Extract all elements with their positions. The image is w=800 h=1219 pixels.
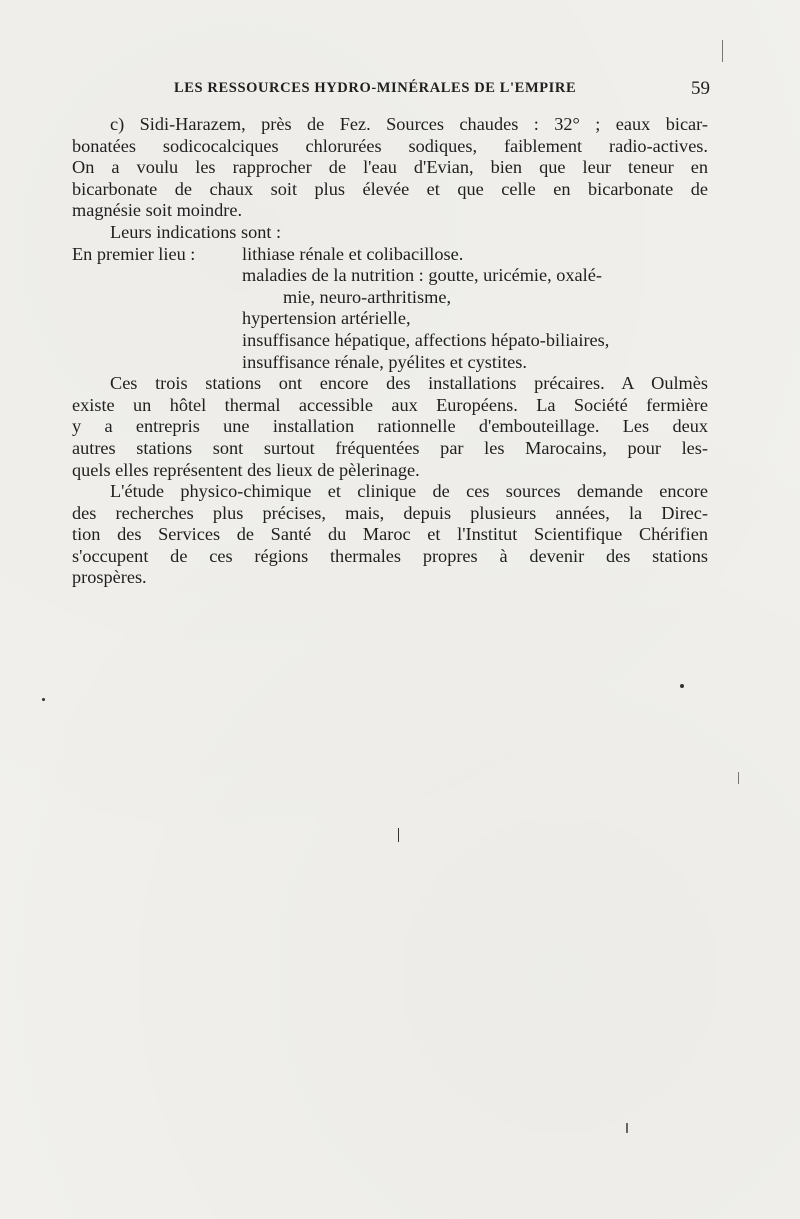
scan-speck [626,1123,628,1133]
scan-speck [398,828,399,842]
text-line: existe un hôtel thermal accessible aux Européens. La Société fermière [72,394,708,415]
text-line: L'étude physico-chimique et clinique de ces sources demande encore [110,481,708,502]
paragraph-study [72,481,708,589]
page-number: 59 [691,78,710,99]
indications-intro: Leurs indications sont : [110,221,282,242]
scan-speck [680,684,684,688]
list-item: insuffisance hépatique, affections hépato-biliaires, [242,329,610,350]
text-line: magnésie soit moindre. [72,200,243,221]
list-item-text: lithiase rénale et colibacillose. [242,243,464,264]
paragraph-sidi-harazem [72,114,708,222]
scan-speck [722,40,723,62]
body-text [72,114,708,589]
list-item: insuffisance rénale, pyélites et cystites. [242,351,527,372]
text-line: tion des Services de Santé du Maroc et l'Institut Scientifique Chérifien [72,524,708,545]
text-line: y a entrepris une installation rationnelle d'embouteillage. Les deux [72,416,708,437]
list-item [72,244,708,266]
text-line: bonatées sodicocalciques chlorurées sodiques, faiblement radio-actives. [72,135,708,156]
text-line: prospères. [72,567,147,588]
running-head: LES RESSOURCES HYDRO-MINÉRALES DE L'EMPIRE [174,80,577,96]
list-item: maladies de la nutrition : goutte, uricémie, oxalé- [242,265,602,286]
text-line: s'occupent de ces régions thermales propres à devenir des stations [72,545,708,566]
text-line: autres stations sont surtout fréquentées par les Marocains, pour les- [72,437,708,458]
list-item: mie, neuro-arthritisme, [283,286,452,307]
text-line: des recherches plus précises, mais, depuis plusieurs années, la Direc- [72,502,708,523]
text-line: Ces trois stations ont encore des installations précaires. A Oulmès [110,373,708,394]
scan-speck [738,772,739,784]
text-line: On a voulu les rapprocher de l'eau d'Evian, bien que leur teneur en [72,157,708,178]
text-line: quels elles représentent des lieux de pèlerinage. [72,459,420,480]
paragraph-stations [72,373,708,481]
text-line: bicarbonate de chaux soit plus élevée et que celle en bicarbonate de [72,178,708,199]
indications-list [72,222,708,373]
scan-speck [42,698,45,701]
text-line: c) Sidi-Harazem, près de Fez. Sources chaudes : 32° ; eaux bicar- [110,114,708,134]
list-item: hypertension artérielle, [242,308,411,329]
page-header [150,78,710,102]
indications-label: En premier lieu : [72,243,196,264]
